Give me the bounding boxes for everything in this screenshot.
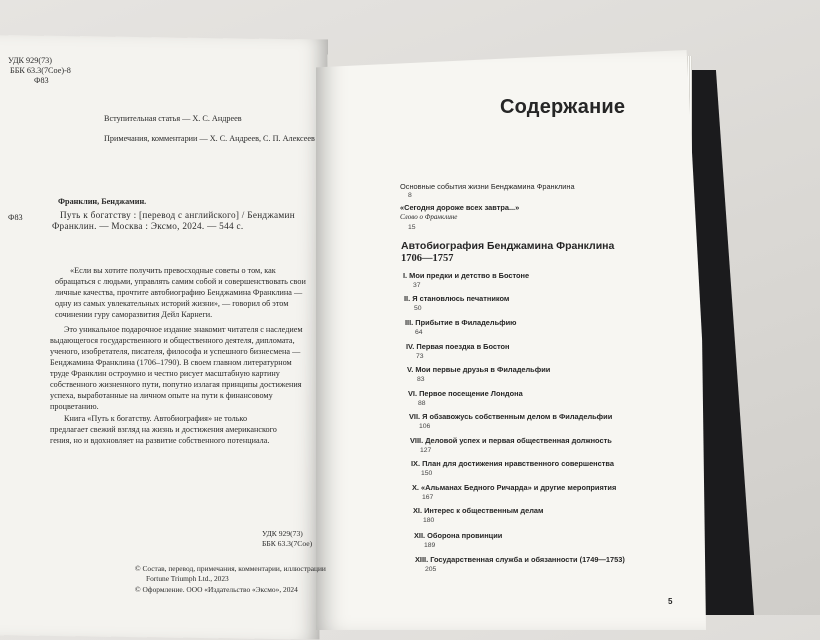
catalog-code: Ф83 [8, 213, 23, 222]
toc-chapter: VIII. Деловой успех и первая общественная должность [410, 436, 612, 445]
copyright-line-1: © Состав, перевод, примечания, комментарии, иллюстрации [135, 564, 326, 573]
toc-page-number: 150 [421, 470, 433, 477]
toc-page-number: 106 [419, 423, 431, 430]
section-title: Автобиография Бенджамина Франклина [401, 240, 615, 252]
toc-chapter: IV. Первая поездка в Бостон [406, 342, 510, 351]
para-line: труде Франклин остроумно и честно рисует масштабную картину [50, 369, 280, 378]
toc-subtitle: Слово о Франклине [400, 213, 458, 221]
toc-page-number: 8 [408, 192, 412, 199]
toc-page-number: 73 [416, 353, 424, 360]
catalog-author: Франклин, Бенджамин. [58, 197, 147, 206]
catalog-line-2: Франклин. — Москва : Эксмо, 2024. — 544 с. [52, 221, 244, 231]
intro-credit: Вступительная статья — Х. С. Андреев [104, 114, 242, 123]
toc-page-number: 50 [414, 305, 422, 312]
toc-chapter: XII. Оборона провинции [414, 531, 503, 540]
toc-chapter: X. «Альманах Бедного Ричарда» и другие мероприятия [412, 483, 617, 492]
toc-page-number: 189 [424, 542, 436, 549]
copyright-line-2: Fortune Triumph Ltd., 2023 [146, 574, 229, 583]
toc-page-number: 15 [408, 224, 416, 231]
toc-chapter: XI. Интерес к общественным делам [413, 506, 544, 515]
section-years: 1706—1757 [401, 253, 454, 264]
toc-entry: «Сегодня дороже всех завтра...» [400, 203, 520, 212]
toc-page-number: 127 [420, 447, 432, 454]
para-line: собственного жизненного пути, попутно излагая принципы достижения [50, 380, 302, 389]
para-line: ученого, изобретателя, писателя, философа и успешного бизнесмена — [50, 347, 301, 356]
para-line: успеха, выработанные на личном опыте на пути к финансовому [50, 391, 273, 400]
page-folio: 5 [668, 597, 673, 606]
toc-page-number: 83 [417, 376, 425, 383]
para-line: Это уникальное подарочное издание знакомит читателя с наследием [64, 325, 303, 334]
quote-line: личные качества, прочтите автобиографию Бенджамина Франклина — [55, 288, 303, 297]
toc-chapter: VII. Я обзавожусь собственным делом в Филадельфии [409, 412, 613, 421]
bbk-code: ББК 63.3(7Сое)-8 [10, 66, 71, 75]
right-page [316, 50, 706, 630]
toc-chapter: VI. Первое посещение Лондона [408, 389, 523, 398]
toc-title: Содержание [500, 96, 626, 118]
toc-page-number: 205 [425, 566, 437, 573]
quote-line: «Если вы хотите получить превосходные советы о том, как [70, 266, 276, 275]
udk-code: УДК 929(73) [8, 56, 52, 65]
f83-code: Ф83 [34, 76, 49, 85]
para-line: Бенджамина Франклина (1706–1790). В своем главном литературном [50, 358, 292, 367]
quote-line: сочинении гуру саморазвития Дейл Карнеги. [55, 310, 213, 319]
para-line: гения, но и вдохновляет на развитие собственного потенциала. [50, 436, 270, 445]
toc-chapter: III. Прибытие в Филадельфию [405, 318, 517, 327]
toc-chapter: I. Мои предки и детство в Бостоне [403, 271, 530, 280]
copyright-line-3: © Оформление. ООО «Издательство «Эксмо», 2024 [135, 585, 298, 594]
toc-page-number: 167 [422, 494, 434, 501]
toc-page-number: 64 [415, 329, 423, 336]
udk-code-bottom: УДК 929(73) [262, 529, 303, 538]
para-line: Книга «Путь к богатству. Автобиография» не только [64, 414, 248, 423]
catalog-line-1: Путь к богатству : [перевод с английского] / Бенджамин [60, 210, 295, 220]
para-line: выдающегося государственного и общественного деятеля, дипломата, [50, 336, 295, 345]
para-line: предлагает свежий взгляд на жизнь и достижения американского [50, 425, 277, 434]
toc-entry: Основные события жизни Бенджамина Франклина [400, 182, 575, 191]
toc-chapter: II. Я становлюсь печатником [404, 294, 510, 303]
para-line: процветанию. [50, 402, 99, 411]
toc-page-number: 37 [413, 282, 421, 289]
quote-line: одну из самых увлекательных историй жизни», — говорил об этом [55, 299, 289, 308]
toc-chapter: IX. План для достижения нравственного совершенства [411, 459, 614, 468]
toc-chapter: V. Мои первые друзья в Филадельфии [407, 365, 551, 374]
toc-page-number: 180 [423, 517, 435, 524]
bbk-code-bottom: ББК 63.3(7Сое) [262, 539, 313, 548]
quote-line: обращаться с людьми, управлять самим собой и совершенствовать свои [55, 277, 306, 286]
toc-page-number: 88 [418, 400, 426, 407]
notes-credit: Примечания, комментарии — Х. С. Андреев, С. П. Алексеев [104, 134, 315, 143]
toc-chapter: XIII. Государственная служба и обязанности (1749—1753) [415, 555, 625, 564]
